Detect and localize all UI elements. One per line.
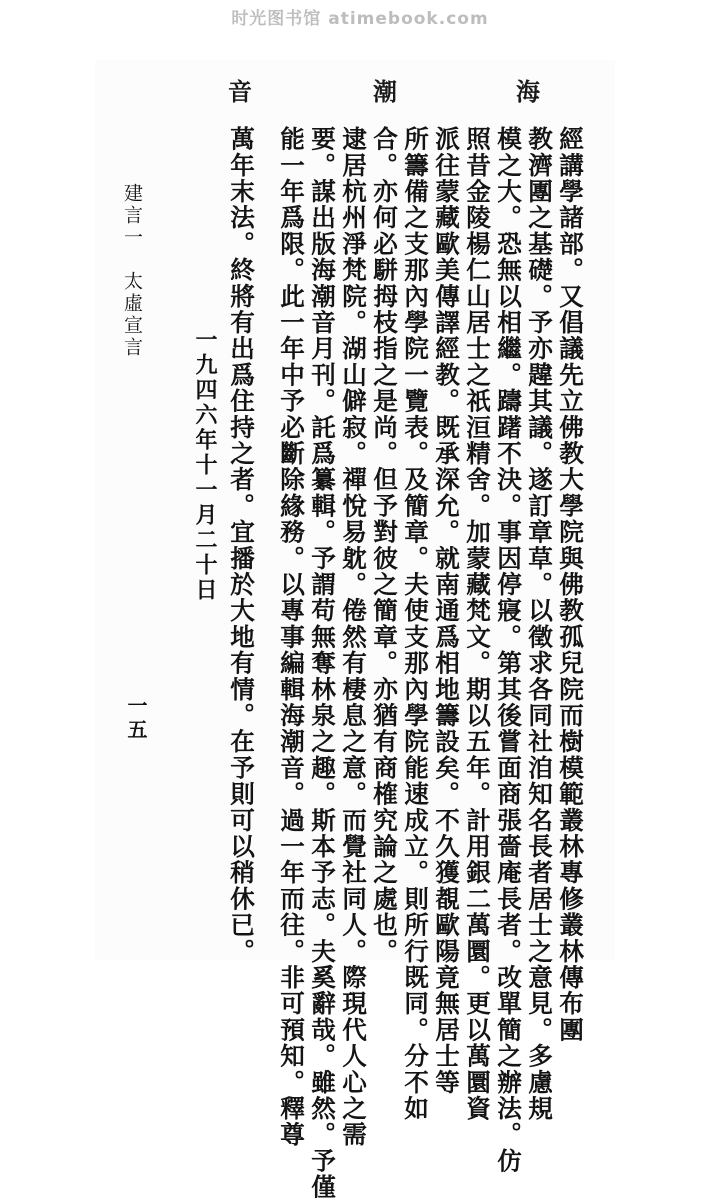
- text-column: 能一年爲限。此一年中予必斷除緣務。以專事編輯海潮音。過一年而往。非可預知。釋尊: [277, 126, 306, 1148]
- text-column: 要。謀出版海潮音月刊。託爲纂輯。予謂苟無奪林泉之趣。斯本予志。夫奚辭哉。雖然。予僅: [308, 126, 337, 1200]
- text-column: 萬年末法。終將有出爲住持之者。宜播於大地有情。在予則可以稍休已。: [227, 126, 256, 965]
- running-header-char: 音: [228, 77, 252, 106]
- text-column: 模之大。恐無以相繼。躊躇不決。事因停寢。第其後嘗面商張嗇庵長者。改單簡之辦法。仿: [494, 126, 523, 1174]
- running-header-char: 海: [516, 77, 540, 106]
- text-column: 所籌備之支那內學院一覽表。及簡章。夫使支那內學院能速成立。則所行既同。分不如: [401, 126, 430, 1122]
- chapter-title: 建言一 太虛宣言: [121, 183, 143, 359]
- text-column: 經講學諸部。又倡議先立佛教大學院與佛教孤兒院而樹模範叢林專修叢林傳布團: [556, 126, 585, 1043]
- page-number: 一五: [124, 695, 148, 743]
- text-column: 派往蒙藏歐美傳譯經教。既承深允。就南通爲相地籌設矣。不久獲覩歐陽竟無居士等: [432, 126, 461, 1096]
- running-header-char: 潮: [373, 77, 397, 106]
- text-column: 照昔金陵楊仁山居士之祇洹精舍。加蒙藏梵文。期以五年。計用銀二萬圜。更以萬圜資: [463, 126, 492, 1122]
- text-column: 教濟團之基礎。予亦韙其議。遂訂章草。以徵求各同社洎知名長者居士之意見。多慮規: [525, 126, 554, 1122]
- text-column: 合。亦何必駢拇枝指之是尚。但予對彼之簡章。亦猶有商榷究論之處也。: [370, 126, 399, 965]
- text-column: 逮居杭州淨梵院。湖山僻寂。禪悅易躭。倦然有棲息之意。而覺社同人。際現代人心之需: [339, 126, 368, 1148]
- watermark: 时光图书馆 atimebook.com: [231, 9, 489, 29]
- date-line: 一九四六年十一月二十日: [192, 328, 218, 603]
